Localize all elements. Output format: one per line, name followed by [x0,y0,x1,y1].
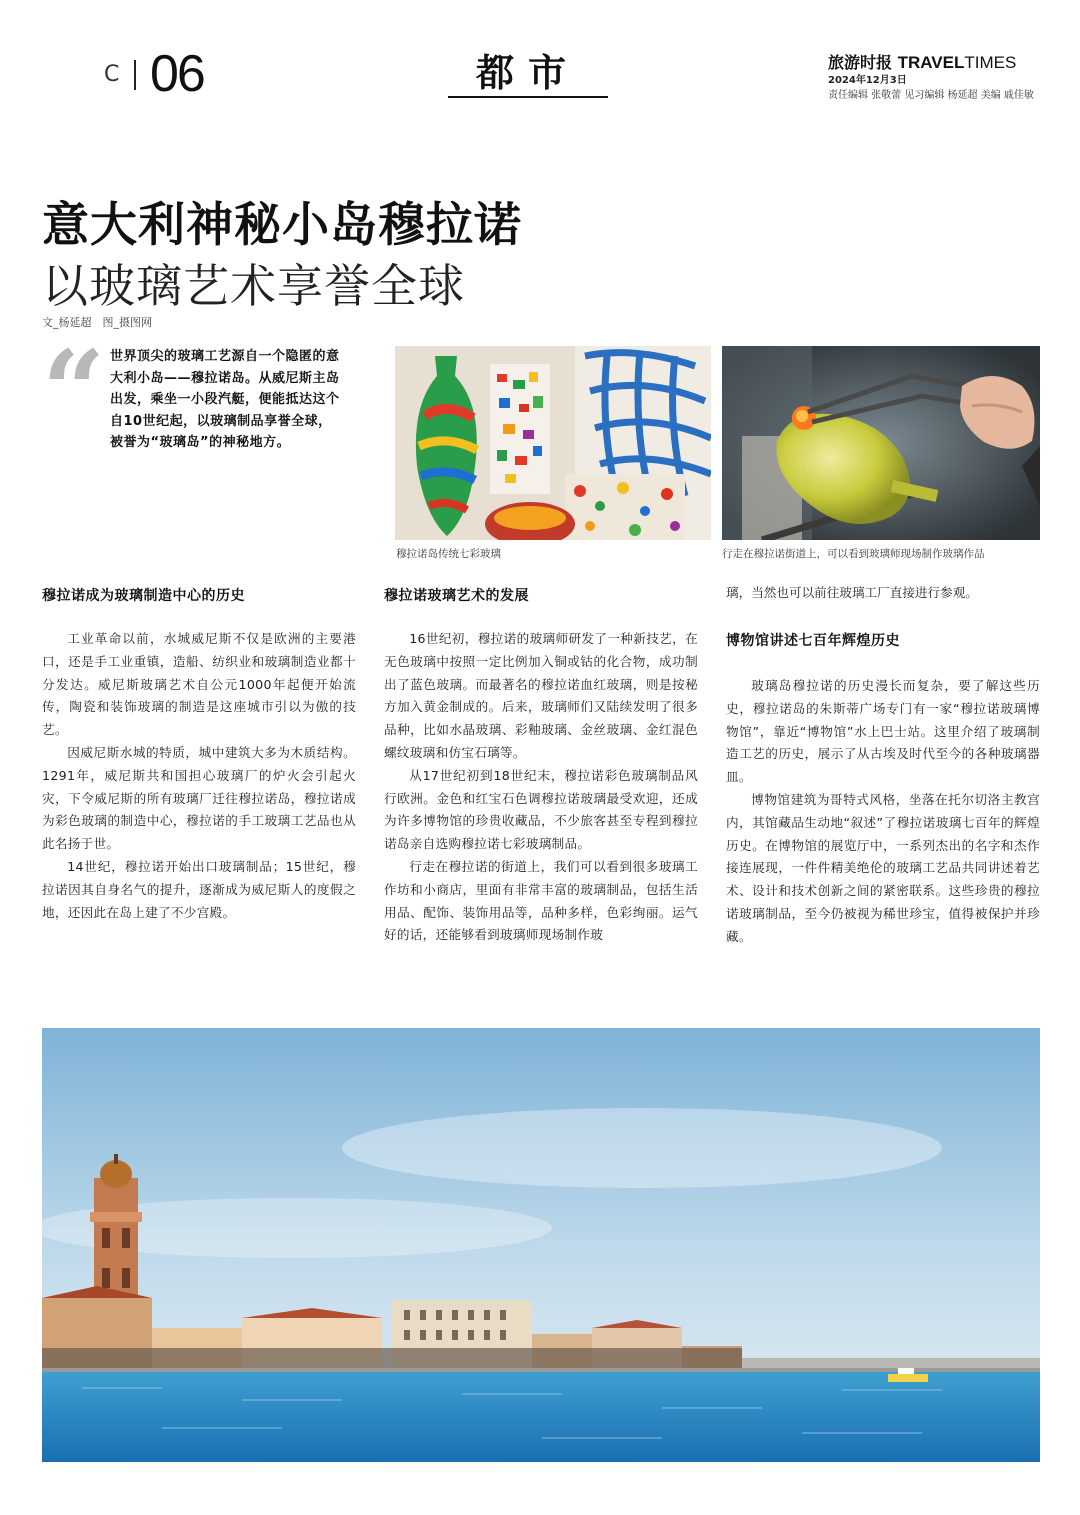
headline: 意大利神秘小岛穆拉诺 [42,198,522,253]
glass-art-photo [395,346,711,540]
article-column [42,628,356,924]
section-title-rule [448,96,608,98]
page-number: 06 [150,45,204,103]
paragraph: 行走在穆拉诺的街道上，我们可以看到很多玻璃工作坊和小商店，里面有非常丰富的玻璃制品，包括生活用品、配饰、装饰用品等，品种多样，色彩绚丽。运气好的话，还能够看到玻璃师现场制作玻 [384,858,698,943]
paragraph: 从17世纪初到18世纪末，穆拉诺彩色玻璃制品风行欧洲。金色和红宝石色调穆拉诺玻璃最受欢迎，还成为许多博物馆的珍贵收藏品，不少旅客甚至专程到穆拉诺岛亲自选购穆拉诺七彩玻璃制品。 [384,767,698,852]
quote-mark-icon: “ [42,326,106,455]
paragraph: 因威尼斯水城的特质，城中建筑大多为木质结构。1291年，威尼斯共和国担心玻璃厂的炉火会引起火灾，下令威尼斯的所有玻璃厂迁往穆拉诺岛，穆拉诺成为彩色玻璃的制造中心，穆拉诺的手工玻璃工艺品也从此名扬于世。 [42,744,356,852]
editor-credits: 责任编辑 张敬蕾 见习编辑 杨延超 美编 戚佳敏 [828,90,1034,101]
continued-text: 璃，当然也可以前往玻璃工厂直接进行参观。 [726,585,978,600]
section-letter: C [104,62,122,87]
glassblowing-photo [722,346,1040,540]
paragraph: 博物馆建筑为哥特式风格，坐落在托尔切洛主教宫内，其馆藏品生动地“叙述”了穆拉诺玻璃七百年的辉煌历史。在博物馆的展览厅中，一系列杰出的名字和杰作接连展现，一件件精美绝伦的玻璃工艺品共同讲述着艺术、设计和技术创新之间的紧密联系。这些珍贵的穆拉诺玻璃制品，至今仍被视为稀世珍宝，值得被保护并珍藏。 [726,791,1040,944]
issue-date: 2024年12月3日 [828,75,907,86]
masthead [828,50,1016,73]
paragraph: 工业革命以前，水城威尼斯不仅是欧洲的主要港口，还是手工业重镇，造船、纺织业和玻璃制造业都十分发达。威尼斯玻璃艺术自公元1000年起便开始流传，陶瓷和装饰玻璃的制造是这座城市引以为傲的技艺。 [42,631,356,738]
masthead-en: TIMES [964,53,1017,72]
masthead-cn: 旅游时报 [828,53,893,72]
paragraph: 14世纪，穆拉诺开始出口玻璃制品；15世纪，穆拉诺因其自身名气的提升，逐渐成为威尼斯人的度假之地，还因此在岛上建了不少宫殿。 [42,858,356,920]
section-title: 都市 [475,51,580,95]
header-divider [134,60,136,90]
paragraph: 16世纪初，穆拉诺的玻璃师研发了一种新技艺，在无色玻璃中按照一定比例加入铜或钴的化合物，成功制出了蓝色玻璃。而最著名的穆拉诺血红玻璃，则是按秘方加入黄金制成的。后来，玻璃师们又陆续发明了很多品种，比如水晶玻璃、彩釉玻璃、金丝玻璃、金红混色螺纹玻璃和仿宝石璃等。 [384,631,698,760]
article-column [726,675,1040,949]
section-heading: 穆拉诺成为玻璃制造中心的历史 [42,588,245,604]
paragraph: 玻璃岛穆拉诺的历史漫长而复杂，要了解这些历史，穆拉诺岛的朱斯蒂广场专门有一家“穆拉诺玻璃博物馆”，靠近“博物馆”水上巴士站。这里介绍了玻璃制造工艺的历史，展示了从古埃及时代至今的各种玻璃器皿。 [726,678,1040,785]
headline-secondary: 以玻璃艺术享誉全球 [42,259,465,313]
photo-caption: 行走在穆拉诺街道上，可以看到玻璃师现场制作玻璃作品 [722,548,985,560]
section-heading: 博物馆讲述七百年辉煌历史 [726,633,900,649]
murano-island-panorama [42,1028,1040,1462]
section-heading: 穆拉诺玻璃艺术的发展 [384,588,529,604]
masthead-en-bold: TRAVEL [897,53,965,72]
lead-paragraph: 世界顶尖的玻璃工艺源自一个隐匿的意大利小岛——穆拉诺岛。从威尼斯主岛出发，乘坐一小段汽艇，便能抵达这个自10世纪起，以玻璃制品享誉全球，被誉为“玻璃岛”的神秘地方。 [110,349,340,450]
article-column [384,628,698,947]
photo-caption: 穆拉诺岛传统七彩玻璃 [396,548,501,560]
byline: 文_杨延超 图_摄图网 [42,316,152,329]
